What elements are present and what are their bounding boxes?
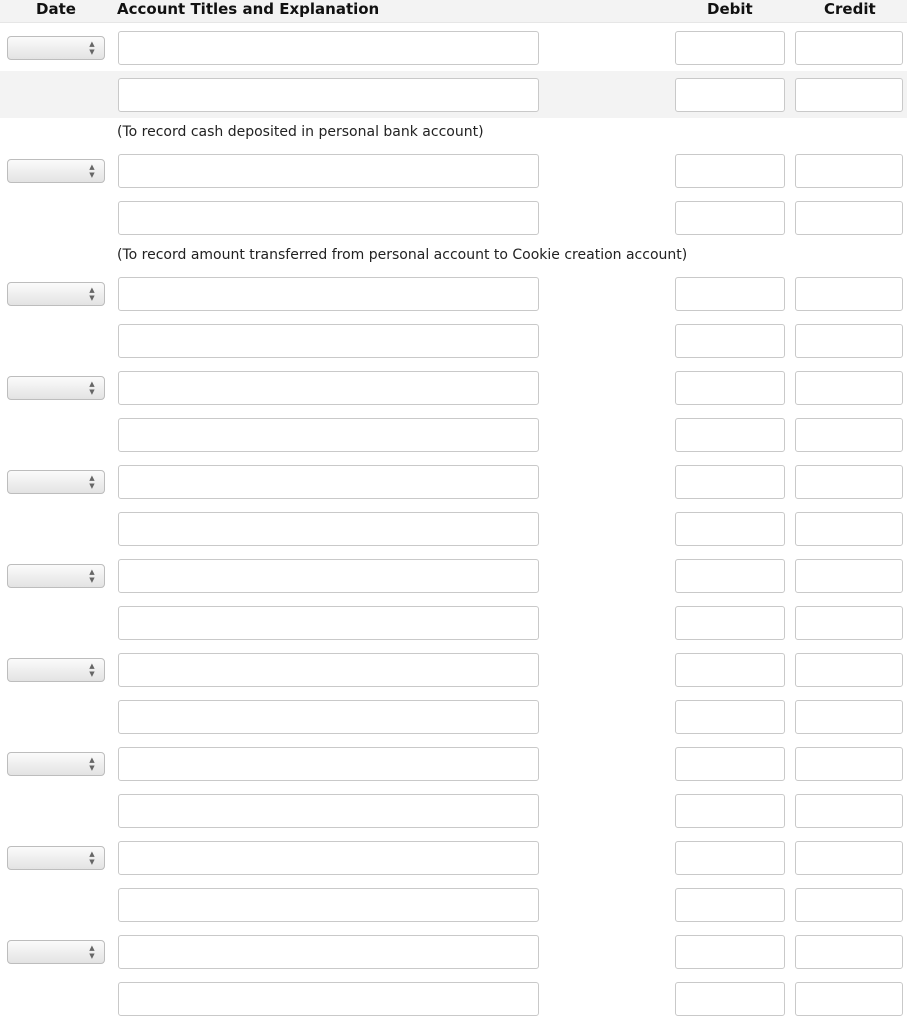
credit-input[interactable] <box>795 606 903 640</box>
debit-input[interactable] <box>675 201 785 235</box>
date-select[interactable] <box>7 470 105 494</box>
date-select[interactable] <box>7 159 105 183</box>
account-title-input[interactable] <box>118 653 539 687</box>
journal-row <box>0 194 907 241</box>
debit-input[interactable] <box>675 841 785 875</box>
journal-row <box>0 652 907 699</box>
account-title-input[interactable] <box>118 154 539 188</box>
journal-row <box>0 693 907 740</box>
debit-input[interactable] <box>675 154 785 188</box>
up-down-chevron-icon: ▲ ▼ <box>89 756 95 772</box>
date-select[interactable] <box>7 564 105 588</box>
credit-input[interactable] <box>795 201 903 235</box>
account-title-input[interactable] <box>118 747 539 781</box>
debit-input[interactable] <box>675 371 785 405</box>
journal-row <box>0 840 907 887</box>
journal-row <box>0 153 907 200</box>
journal-row <box>0 30 907 77</box>
debit-input[interactable] <box>675 888 785 922</box>
date-column-header: Date <box>36 0 76 18</box>
journal-row <box>0 975 907 1022</box>
account-title-input[interactable] <box>118 277 539 311</box>
debit-input[interactable] <box>675 982 785 1016</box>
date-select[interactable] <box>7 752 105 776</box>
up-down-chevron-icon: ▲ ▼ <box>89 474 95 490</box>
date-select[interactable] <box>7 940 105 964</box>
up-down-chevron-icon: ▲ ▼ <box>89 163 95 179</box>
account-title-input[interactable] <box>118 31 539 65</box>
credit-input[interactable] <box>795 982 903 1016</box>
debit-input[interactable] <box>675 78 785 112</box>
date-select[interactable] <box>7 376 105 400</box>
credit-input[interactable] <box>795 888 903 922</box>
account-title-input[interactable] <box>118 418 539 452</box>
account-title-input[interactable] <box>118 606 539 640</box>
debit-input[interactable] <box>675 935 785 969</box>
account-title-input[interactable] <box>118 794 539 828</box>
credit-input[interactable] <box>795 700 903 734</box>
journal-row <box>0 934 907 981</box>
entry-explanation-note: (To record cash deposited in personal bank account) <box>117 124 484 140</box>
credit-input[interactable] <box>795 794 903 828</box>
debit-input[interactable] <box>675 653 785 687</box>
account-title-input[interactable] <box>118 78 539 112</box>
credit-input[interactable] <box>795 559 903 593</box>
journal-row <box>0 505 907 552</box>
credit-input[interactable] <box>795 841 903 875</box>
account-title-input[interactable] <box>118 982 539 1016</box>
credit-column-header: Credit <box>824 0 876 18</box>
debit-input[interactable] <box>675 794 785 828</box>
account-title-input[interactable] <box>118 700 539 734</box>
account-title-input[interactable] <box>118 512 539 546</box>
debit-input[interactable] <box>675 277 785 311</box>
date-select[interactable] <box>7 282 105 306</box>
journal-row <box>0 411 907 458</box>
credit-input[interactable] <box>795 371 903 405</box>
credit-input[interactable] <box>795 512 903 546</box>
account-title-input[interactable] <box>118 324 539 358</box>
account-title-input[interactable] <box>118 888 539 922</box>
journal-row <box>0 71 907 118</box>
date-select[interactable] <box>7 846 105 870</box>
journal-row <box>0 787 907 834</box>
debit-input[interactable] <box>675 512 785 546</box>
up-down-chevron-icon: ▲ ▼ <box>89 568 95 584</box>
credit-input[interactable] <box>795 154 903 188</box>
account-title-input[interactable] <box>118 935 539 969</box>
entry-explanation-note: (To record amount transferred from personal account to Cookie creation account) <box>117 247 688 263</box>
up-down-chevron-icon: ▲ ▼ <box>89 662 95 678</box>
credit-input[interactable] <box>795 324 903 358</box>
debit-input[interactable] <box>675 700 785 734</box>
credit-input[interactable] <box>795 465 903 499</box>
account-title-input[interactable] <box>118 559 539 593</box>
debit-input[interactable] <box>675 606 785 640</box>
journal-row <box>0 599 907 646</box>
debit-column-header: Debit <box>707 0 753 18</box>
debit-input[interactable] <box>675 747 785 781</box>
date-select[interactable] <box>7 36 105 60</box>
debit-input[interactable] <box>675 559 785 593</box>
account-title-input[interactable] <box>118 841 539 875</box>
up-down-chevron-icon: ▲ ▼ <box>89 40 95 56</box>
journal-row <box>0 317 907 364</box>
up-down-chevron-icon: ▲ ▼ <box>89 380 95 396</box>
table-header <box>0 0 907 23</box>
credit-input[interactable] <box>795 935 903 969</box>
journal-row <box>0 881 907 928</box>
credit-input[interactable] <box>795 31 903 65</box>
credit-input[interactable] <box>795 747 903 781</box>
journal-row <box>0 746 907 793</box>
journal-row <box>0 276 907 323</box>
credit-input[interactable] <box>795 78 903 112</box>
journal-row <box>0 558 907 605</box>
up-down-chevron-icon: ▲ ▼ <box>89 944 95 960</box>
account-title-input[interactable] <box>118 465 539 499</box>
up-down-chevron-icon: ▲ ▼ <box>89 850 95 866</box>
credit-input[interactable] <box>795 277 903 311</box>
up-down-chevron-icon: ▲ ▼ <box>89 286 95 302</box>
account-title-input[interactable] <box>118 201 539 235</box>
credit-input[interactable] <box>795 653 903 687</box>
credit-input[interactable] <box>795 418 903 452</box>
date-select[interactable] <box>7 658 105 682</box>
account-column-header: Account Titles and Explanation <box>117 0 380 18</box>
journal-row <box>0 464 907 511</box>
debit-input[interactable] <box>675 418 785 452</box>
debit-input[interactable] <box>675 31 785 65</box>
debit-input[interactable] <box>675 465 785 499</box>
account-title-input[interactable] <box>118 371 539 405</box>
debit-input[interactable] <box>675 324 785 358</box>
journal-row <box>0 370 907 417</box>
